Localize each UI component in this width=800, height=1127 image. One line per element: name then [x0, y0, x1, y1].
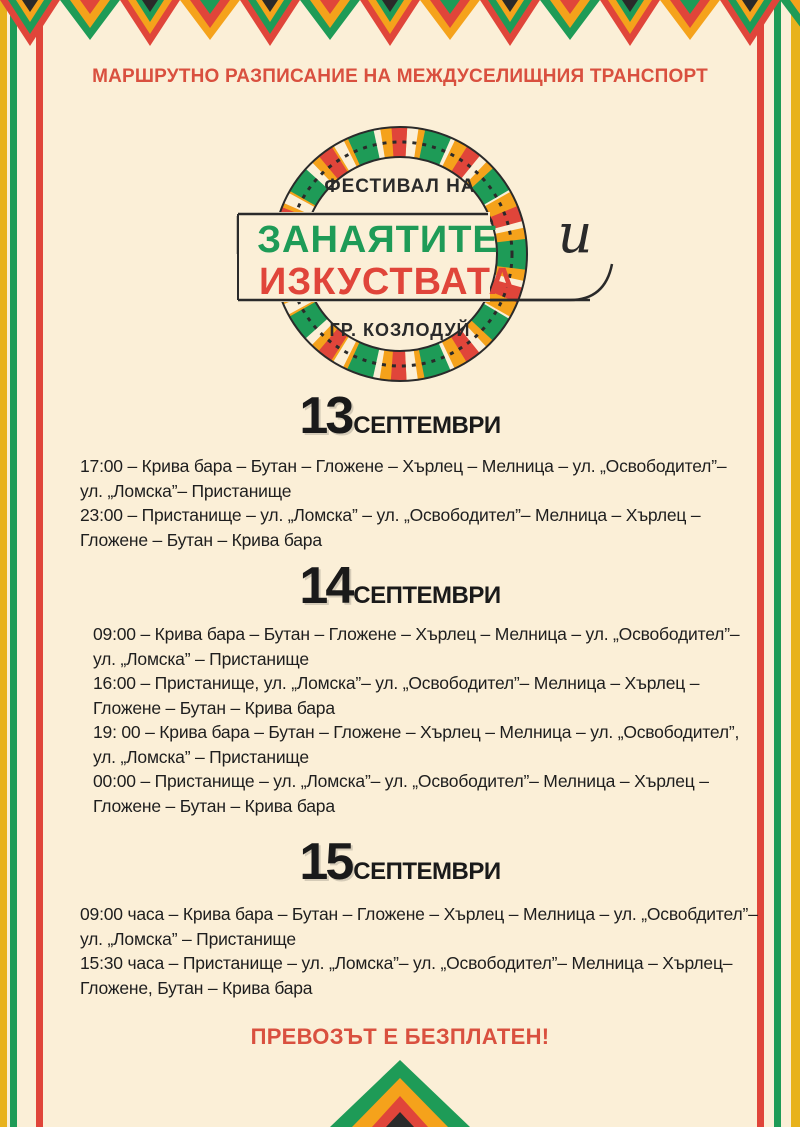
route-line: 09:00 – Крива бара – Бутан – Гложене – Хърлец – Мелница – ул. „Освободител”– — [93, 624, 740, 644]
route-line: 15:30 часа – Пристанище – ул. „Ломска”– ул. „Освободител”– Мелница – Хърлец– — [80, 953, 733, 973]
route-line: 19: 00 – Крива бара – Бутан – Гложене – Хърлец – Мелница – ул. „Освободител”, — [93, 722, 740, 742]
logo-town: ГР. КОЗЛОДУЙ — [329, 320, 471, 340]
date-month: СЕПТЕМВРИ — [353, 412, 501, 439]
schedule-title: МАРШРУТНО РАЗПИСАНИЕ НА МЕЖДУСЕЛИЩНИЯ ТРАНСПОРТ — [92, 66, 708, 87]
date-day: 13 — [299, 387, 352, 445]
logo-word-arts: ИЗКУСТВАТА — [259, 261, 517, 303]
routes-day-15 — [80, 902, 758, 1000]
date-heading-13 — [0, 386, 800, 446]
logo-top-line: ФЕСТИВАЛ НА — [324, 176, 476, 197]
route-line: 17:00 – Крива бара – Бутан – Гложене – Хърлец – Мелница – ул. „Освободител”– — [80, 456, 727, 476]
date-heading-14 — [0, 556, 800, 616]
route-line: Гложене – Бутан – Крива бара — [93, 795, 335, 816]
route-line: ул. „Ломска”– Пристанище — [80, 480, 292, 501]
logo-conjunction: и — [557, 202, 593, 265]
route-line: Гложене – Бутан – Крива бара — [93, 697, 335, 718]
bottom-ornament — [330, 1060, 470, 1127]
free-transport-note: ПРЕВОЗЪТ Е БЕЗПЛАТЕН! — [250, 1024, 550, 1049]
route-line: ул. „Ломска” – Пристанище — [80, 928, 296, 949]
route-line: ул. „Ломска” – Пристанище — [93, 746, 309, 767]
logo-word-crafts: ЗАНАЯТИТЕ — [257, 219, 499, 261]
route-line: 00:00 – Пристанище – ул. „Ломска”– ул. „Освободител”– Мелница – Хърлец – — [93, 771, 709, 791]
festival-logo — [230, 124, 630, 392]
date-month: СЕПТЕМВРИ — [353, 858, 501, 885]
route-line: Гложене – Бутан – Крива бара — [80, 529, 322, 550]
route-line: 16:00 – Пристанище, ул. „Ломска”– ул. „Освободител”– Мелница – Хърлец – — [93, 673, 700, 693]
routes-day-13 — [80, 454, 726, 552]
date-day: 15 — [299, 833, 352, 891]
top-ornament-border — [0, 0, 800, 52]
route-line: 09:00 часа – Крива бара – Бутан – Гложене – Хърлец – Мелница – ул. „Освобдител”– — [80, 904, 758, 924]
route-line: ул. „Ломска” – Пристанище — [93, 648, 309, 669]
route-line: 23:00 – Пристанище – ул. „Ломска” – ул. „Освободител”– Мелница – Хърлец – — [80, 505, 701, 525]
routes-day-14 — [93, 622, 739, 818]
date-month: СЕПТЕМВРИ — [353, 582, 501, 609]
route-line: Гложене, Бутан – Крива бара — [80, 977, 313, 998]
date-heading-15 — [0, 832, 800, 892]
date-day: 14 — [299, 557, 352, 615]
